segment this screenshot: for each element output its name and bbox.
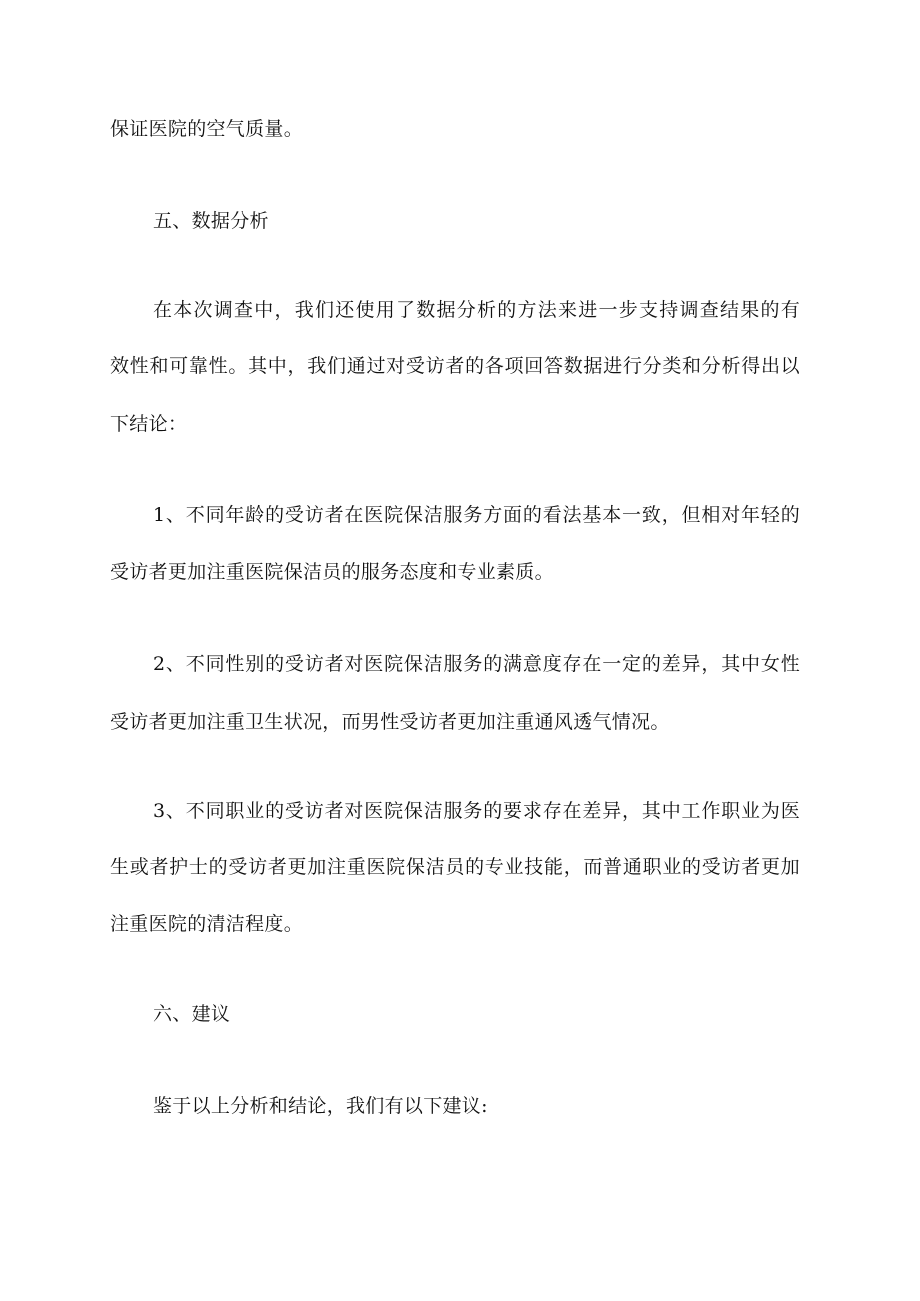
list-item-line: 2、不同性别的受访者对医院保洁服务的满意度存在一定的差异，其中女性 <box>153 653 800 675</box>
section-heading-suggestions: 六、建议 <box>153 1003 231 1025</box>
paragraph-line: 下结论： <box>110 413 188 435</box>
section-heading-data-analysis: 五、数据分析 <box>153 210 269 232</box>
paragraph-line: 在本次调查中，我们还使用了数据分析的方法来进一步支持调查结果的有 <box>153 299 800 321</box>
list-item-line: 3、不同职业的受访者对医院保洁服务的要求存在差异，其中工作职业为医 <box>153 800 800 822</box>
list-item-line: 受访者更加注重卫生状况，而男性受访者更加注重通风透气情况。 <box>110 711 670 733</box>
list-item-line: 1、不同年龄的受访者在医院保洁服务方面的看法基本一致，但相对年轻的 <box>153 504 800 526</box>
paragraph-line: 鉴于以上分析和结论，我们有以下建议: <box>153 1095 488 1117</box>
list-item-line: 注重医院的清洁程度。 <box>110 913 304 935</box>
list-item-line: 生或者护士的受访者更加注重医院保洁员的专业技能，而普通职业的受访者更加 <box>110 856 800 878</box>
paragraph-line: 效性和可靠性。其中，我们通过对受访者的各项回答数据进行分类和分析得出以 <box>110 355 800 377</box>
list-item-line: 受访者更加注重医院保洁员的服务态度和专业素质。 <box>110 561 554 583</box>
paragraph-line: 保证医院的空气质量。 <box>110 118 304 140</box>
